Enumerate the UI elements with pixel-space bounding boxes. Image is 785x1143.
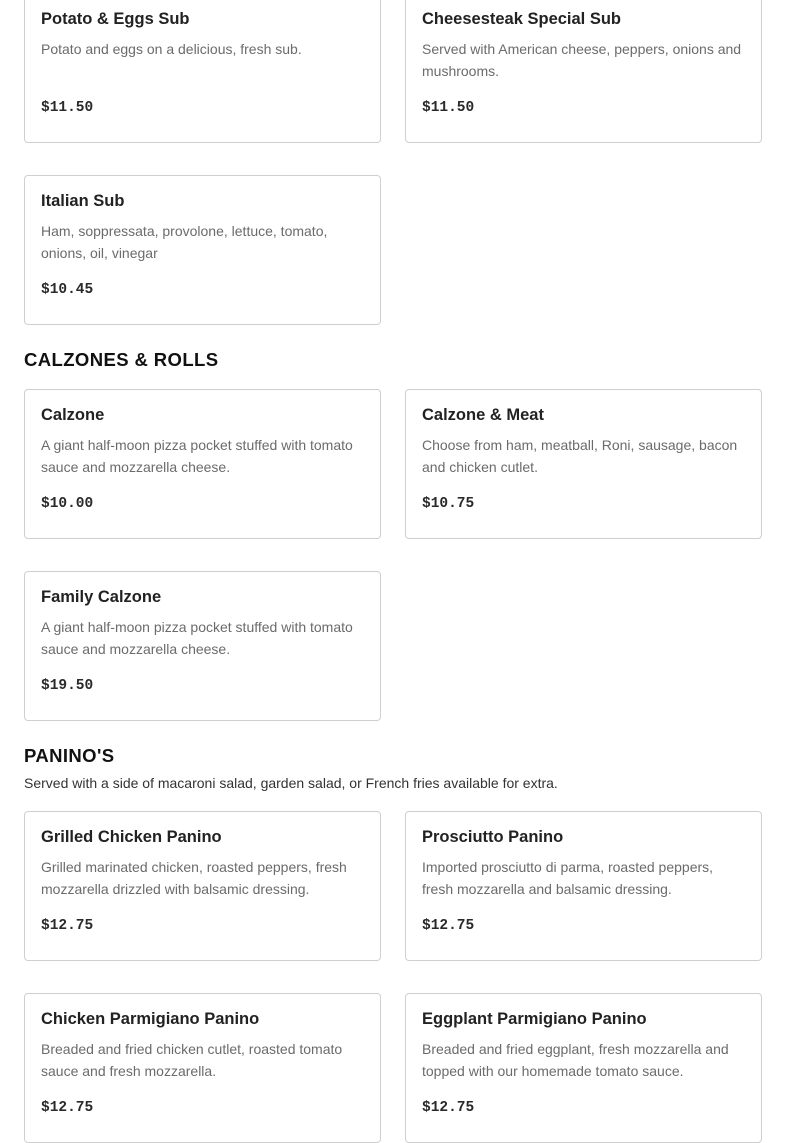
menu-item-name: Family Calzone [41,588,162,606]
section-title-calzones: CALZONES & ROLLS [24,349,219,370]
menu-item-price: $12.75 [422,918,475,934]
menu-row [24,389,761,539]
menu-item-name: Calzone & Meat [422,406,544,424]
menu-item-name: Prosciutto Panino [422,828,564,846]
menu-row [24,811,761,961]
menu-item-card[interactable] [24,175,381,325]
section-note-paninos: Served with a side of macaroni salad, garden salad, or French fries available for extra. [24,775,558,791]
menu-item-card[interactable] [24,571,381,721]
section-title-paninos: PANINO'S [24,745,115,766]
menu-item-description: Choose from ham, meatball, Roni, sausage, bacon and chicken cutlet. [422,437,738,475]
menu-item-name: Grilled Chicken Panino [41,828,222,846]
menu-item-price: $12.75 [422,1100,475,1116]
menu-item-description: Grilled marinated chicken, roasted peppers, fresh mozzarella drizzled with balsamic dressing. [41,859,347,897]
menu-item-description: Potato and eggs on a delicious, fresh sub. [41,41,302,57]
menu-row [24,993,761,1143]
menu-item-price: $11.50 [41,100,94,116]
menu-item-card[interactable] [24,0,381,143]
menu-item-price: $12.75 [41,918,94,934]
menu-item-name: Eggplant Parmigiano Panino [422,1010,647,1028]
menu-item-card[interactable] [405,389,762,539]
menu-item-card[interactable] [24,389,381,539]
menu-item-description: Ham, soppressata, provolone, lettuce, tomato, onions, oil, vinegar [41,223,328,261]
menu-item-card[interactable] [405,993,762,1143]
menu-item-description: Imported prosciutto di parma, roasted peppers, fresh mozzarella and balsamic dressing. [422,859,714,897]
menu-item-name: Chicken Parmigiano Panino [41,1010,260,1028]
menu-item-price: $10.00 [41,496,94,512]
menu-item-card[interactable] [24,811,381,961]
menu-item-price: $10.45 [41,282,94,298]
menu-item-card[interactable] [405,0,762,143]
menu-item-name: Potato & Eggs Sub [41,10,190,28]
menu-item-name: Cheesesteak Special Sub [422,10,622,28]
menu-item-description: A giant half-moon pizza pocket stuffed with tomato sauce and mozzarella cheese. [41,437,353,475]
menu-item-card[interactable] [24,993,381,1143]
menu-item-price: $12.75 [41,1100,94,1116]
menu-item-name: Italian Sub [41,192,125,210]
menu-item-card[interactable] [405,811,762,961]
menu-item-description: Breaded and fried eggplant, fresh mozzarella and topped with our homemade tomato sauce. [422,1041,729,1079]
menu-item-price: $19.50 [41,678,94,694]
menu-item-description: Served with American cheese, peppers, onions and mushrooms. [422,41,742,79]
menu-item-price: $11.50 [422,100,475,116]
menu-item-description: A giant half-moon pizza pocket stuffed with tomato sauce and mozzarella cheese. [41,619,353,657]
menu-item-name: Calzone [41,406,105,424]
menu-row [24,571,761,721]
menu-row [24,0,761,143]
menu-item-price: $10.75 [422,496,475,512]
menu-row [24,175,761,325]
menu-item-description: Breaded and fried chicken cutlet, roasted tomato sauce and fresh mozzarella. [41,1041,343,1079]
